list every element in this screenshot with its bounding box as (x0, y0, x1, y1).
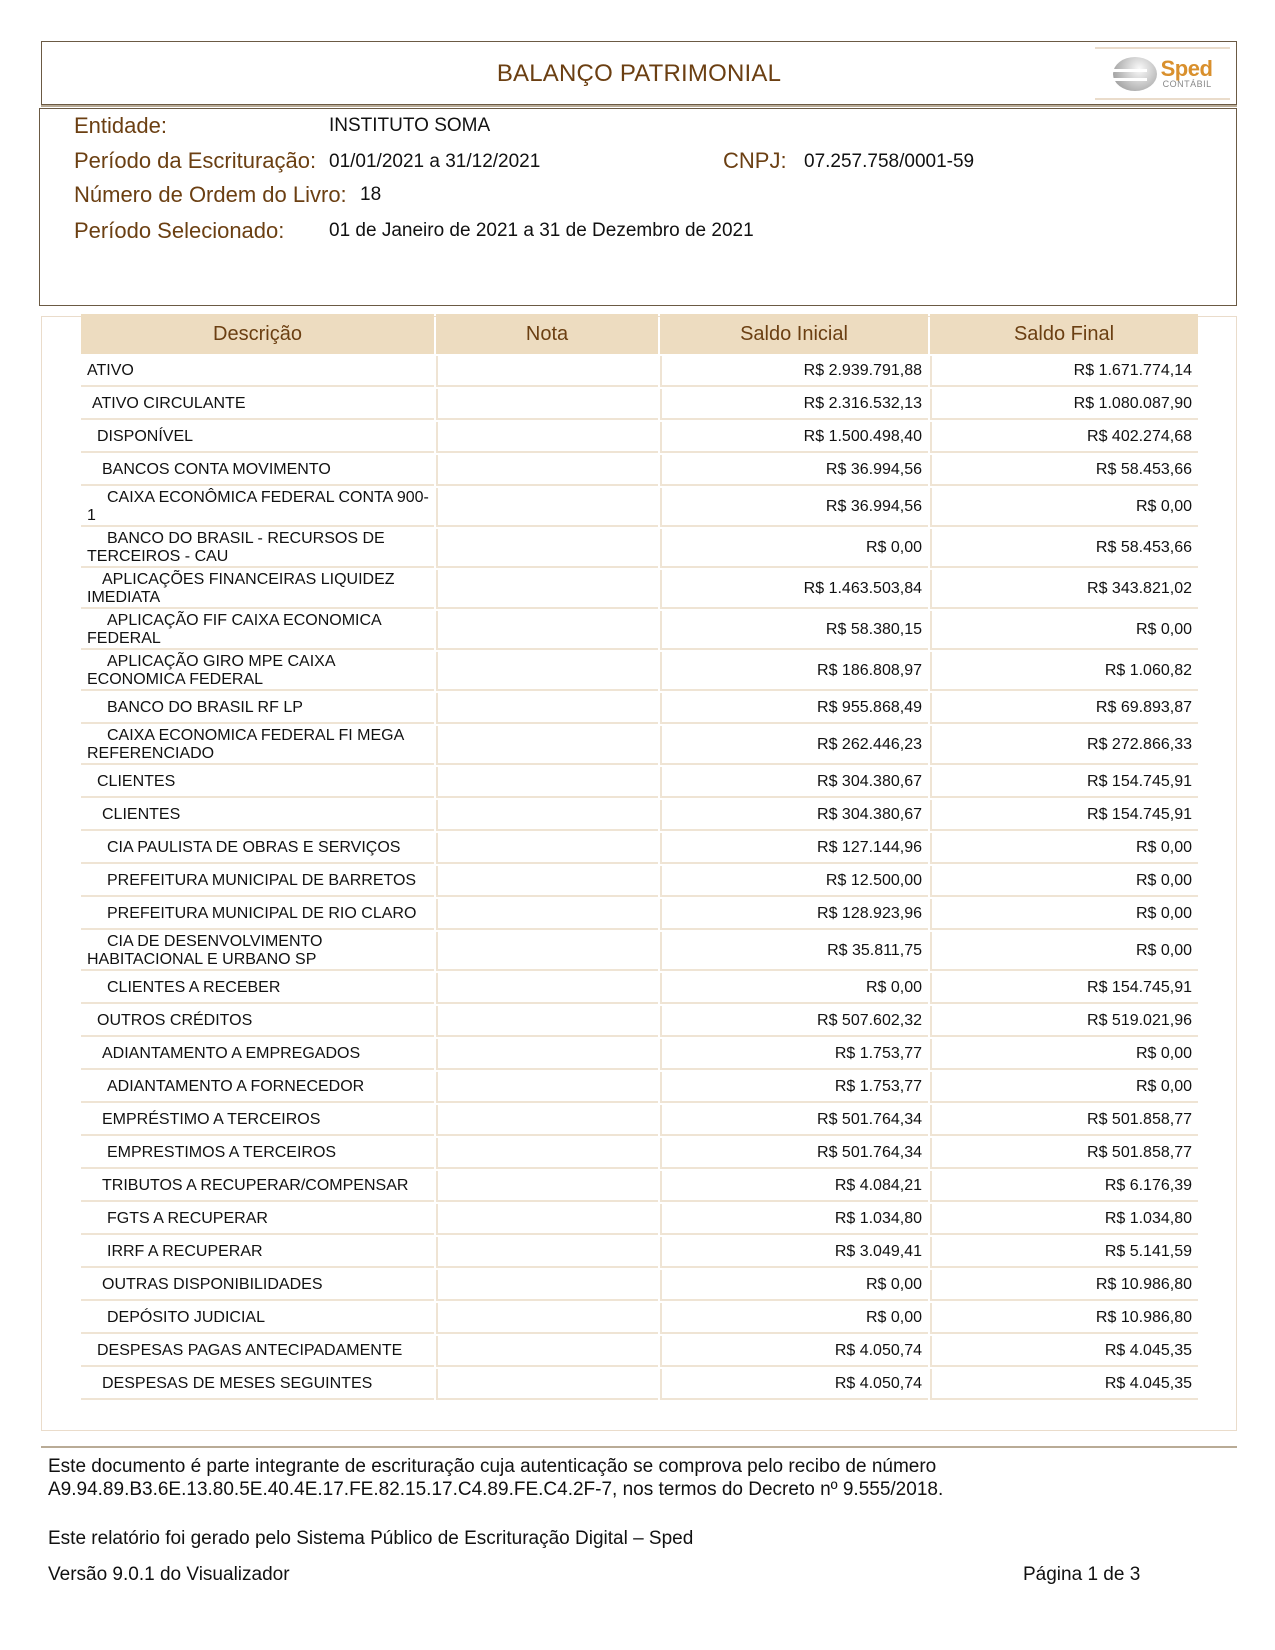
saldo-inicial-value: R$ 128.923,96 (660, 899, 928, 930)
account-description: CIA PAULISTA DE OBRAS E SERVIÇOS (81, 833, 434, 864)
account-note (436, 1105, 658, 1136)
auth-notice-line2: A9.94.89.B3.6E.13.80.5E.40.4E.17.FE.82.15.17.C4.89.FE.C4.2F-7, nos termos do Decreto nº 9.555/2018. (48, 1479, 944, 1500)
account-description: DESPESAS PAGAS ANTECIPADAMENTE (81, 1336, 434, 1367)
column-header-nota: Nota (436, 314, 658, 354)
account-description: PREFEITURA MUNICIPAL DE RIO CLARO (81, 899, 434, 930)
account-note (436, 973, 658, 1004)
periodo-selecionado-label: Período Selecionado: (74, 218, 285, 243)
account-description: CAIXA ECONÔMICA FEDERAL CONTA 900-1 (81, 488, 434, 527)
saldo-inicial-value: R$ 12.500,00 (660, 866, 928, 897)
saldo-inicial-value: R$ 304.380,67 (660, 800, 928, 831)
account-description: DISPONÍVEL (81, 422, 434, 453)
saldo-final-value: R$ 519.021,96 (930, 1006, 1198, 1037)
account-description: EMPRESTIMOS A TERCEIROS (81, 1138, 434, 1169)
generated-by-note: Este relatório foi gerado pelo Sistema Público de Escrituração Digital – Sped (48, 1528, 694, 1549)
account-note (436, 899, 658, 930)
account-description: CAIXA ECONOMICA FEDERAL FI MEGA REFERENCIADO (81, 726, 434, 765)
account-note (436, 800, 658, 831)
table-row (81, 1171, 1198, 1202)
account-description: CLIENTES (81, 767, 434, 798)
table-row (81, 1138, 1198, 1169)
table-row (81, 1006, 1198, 1037)
table-row (81, 455, 1198, 486)
account-note (436, 611, 658, 650)
saldo-inicial-value: R$ 186.808,97 (660, 652, 928, 691)
report-header (41, 41, 1237, 105)
saldo-inicial-value: R$ 955.868,49 (660, 693, 928, 724)
account-description: BANCO DO BRASIL RF LP (81, 693, 434, 724)
table-row (81, 488, 1198, 527)
account-note (436, 1171, 658, 1202)
periodo-selecionado-value: 01 de Janeiro de 2021 a 31 de Dezembro de 2021 (329, 220, 754, 241)
account-note (436, 693, 658, 724)
saldo-final-value: R$ 0,00 (930, 488, 1198, 527)
saldo-inicial-value: R$ 58.380,15 (660, 611, 928, 650)
saldo-final-value: R$ 154.745,91 (930, 800, 1198, 831)
cnpj-value: 07.257.758/0001-59 (804, 151, 975, 172)
auth-notice-line1: Este documento é parte integrante de escrituração cuja autenticação se comprova pelo recibo de número (48, 1456, 937, 1477)
saldo-inicial-value: R$ 507.602,32 (660, 1006, 928, 1037)
saldo-final-value: R$ 154.745,91 (930, 973, 1198, 1004)
saldo-inicial-value: R$ 501.764,34 (660, 1105, 928, 1136)
account-description: ADIANTAMENTO A EMPREGADOS (81, 1039, 434, 1070)
saldo-inicial-value: R$ 2.316.532,13 (660, 389, 928, 420)
saldo-inicial-value: R$ 1.753,77 (660, 1072, 928, 1103)
account-description: APLICAÇÃO GIRO MPE CAIXA ECONOMICA FEDERAL (81, 652, 434, 691)
saldo-inicial-value: R$ 127.144,96 (660, 833, 928, 864)
account-note (436, 389, 658, 420)
account-note (436, 570, 658, 609)
account-note (436, 1072, 658, 1103)
saldo-inicial-value: R$ 501.764,34 (660, 1138, 928, 1169)
account-note (436, 932, 658, 971)
account-description: APLICAÇÕES FINANCEIRAS LIQUIDEZ IMEDIATA (81, 570, 434, 609)
saldo-inicial-value: R$ 0,00 (660, 1303, 928, 1334)
account-description: ATIVO CIRCULANTE (81, 389, 434, 420)
saldo-final-value: R$ 0,00 (930, 866, 1198, 897)
saldo-final-value: R$ 0,00 (930, 1039, 1198, 1070)
sped-globe-icon (1113, 57, 1157, 91)
saldo-final-value: R$ 0,00 (930, 611, 1198, 650)
account-description: OUTRAS DISPONIBILIDADES (81, 1270, 434, 1301)
account-description: PREFEITURA MUNICIPAL DE BARRETOS (81, 866, 434, 897)
logo-subtitle: CONTÁBIL (1162, 79, 1212, 89)
account-note (436, 726, 658, 765)
saldo-final-value: R$ 4.045,35 (930, 1336, 1198, 1367)
account-note (436, 1237, 658, 1268)
saldo-inicial-value: R$ 1.753,77 (660, 1039, 928, 1070)
account-description: OUTROS CRÉDITOS (81, 1006, 434, 1037)
entidade-value: INSTITUTO SOMA (329, 115, 491, 136)
saldo-inicial-value: R$ 0,00 (660, 529, 928, 568)
account-description: DEPÓSITO JUDICIAL (81, 1303, 434, 1334)
cnpj-label: CNPJ: (723, 148, 787, 173)
sped-logo (1095, 47, 1230, 100)
saldo-inicial-value: R$ 3.049,41 (660, 1237, 928, 1268)
saldo-final-value: R$ 1.671.774,14 (930, 356, 1198, 387)
saldo-inicial-value: R$ 262.446,23 (660, 726, 928, 765)
entity-info-panel (39, 108, 1237, 306)
account-description: BANCOS CONTA MOVIMENTO (81, 455, 434, 486)
saldo-final-value: R$ 0,00 (930, 833, 1198, 864)
account-description: CIA DE DESENVOLVIMENTO HABITACIONAL E URBANO SP (81, 932, 434, 971)
account-description: ADIANTAMENTO A FORNECEDOR (81, 1072, 434, 1103)
table-header-row (81, 314, 1198, 354)
saldo-final-value: R$ 10.986,80 (930, 1270, 1198, 1301)
table-row (81, 693, 1198, 724)
table-row (81, 1204, 1198, 1235)
saldo-inicial-value: R$ 36.994,56 (660, 488, 928, 527)
saldo-inicial-value: R$ 2.939.791,88 (660, 356, 928, 387)
saldo-final-value: R$ 272.866,33 (930, 726, 1198, 765)
account-note (436, 422, 658, 453)
column-header-saldo-final: Saldo Final (930, 314, 1198, 354)
account-note (436, 455, 658, 486)
account-note (436, 1039, 658, 1070)
saldo-final-value: R$ 6.176,39 (930, 1171, 1198, 1202)
saldo-final-value: R$ 10.986,80 (930, 1303, 1198, 1334)
saldo-final-value: R$ 0,00 (930, 1072, 1198, 1103)
report-title: BALANÇO PATRIMONIAL (496, 60, 782, 87)
account-description: CLIENTES (81, 800, 434, 831)
table-row (81, 767, 1198, 798)
table-row (81, 570, 1198, 609)
saldo-inicial-value: R$ 0,00 (660, 973, 928, 1004)
account-note (436, 356, 658, 387)
column-header-descricao: Descrição (81, 314, 434, 354)
table-row (81, 1369, 1198, 1400)
saldo-final-value: R$ 402.274,68 (930, 422, 1198, 453)
table-row (81, 652, 1198, 691)
column-header-saldo-inicial: Saldo Inicial (660, 314, 928, 354)
saldo-final-value: R$ 501.858,77 (930, 1138, 1198, 1169)
account-description: EMPRÉSTIMO A TERCEIROS (81, 1105, 434, 1136)
saldo-inicial-value: R$ 4.050,74 (660, 1369, 928, 1400)
saldo-inicial-value: R$ 35.811,75 (660, 932, 928, 971)
account-description: BANCO DO BRASIL - RECURSOS DE TERCEIROS - CAU (81, 529, 434, 568)
account-note (436, 1303, 658, 1334)
saldo-inicial-value: R$ 1.463.503,84 (660, 570, 928, 609)
account-description: APLICAÇÃO FIF CAIXA ECONOMICA FEDERAL (81, 611, 434, 650)
table-row (81, 800, 1198, 831)
saldo-final-value: R$ 501.858,77 (930, 1105, 1198, 1136)
saldo-final-value: R$ 58.453,66 (930, 529, 1198, 568)
saldo-final-value: R$ 5.141,59 (930, 1237, 1198, 1268)
saldo-final-value: R$ 343.821,02 (930, 570, 1198, 609)
account-note (436, 1006, 658, 1037)
account-note (436, 652, 658, 691)
saldo-inicial-value: R$ 0,00 (660, 1270, 928, 1301)
table-row (81, 726, 1198, 765)
table-row (81, 1039, 1198, 1070)
saldo-final-value: R$ 1.060,82 (930, 652, 1198, 691)
saldo-final-value: R$ 0,00 (930, 899, 1198, 930)
table-row (81, 1303, 1198, 1334)
entidade-label: Entidade: (74, 113, 167, 138)
page-indicator: Página 1 de 3 (1023, 1564, 1141, 1585)
table-row (81, 932, 1198, 971)
periodo-escrituracao-value: 01/01/2021 a 31/12/2021 (329, 151, 541, 172)
table-row (81, 1237, 1198, 1268)
saldo-inicial-value: R$ 1.500.498,40 (660, 422, 928, 453)
table-row (81, 611, 1198, 650)
account-note (436, 1270, 658, 1301)
account-note (436, 767, 658, 798)
saldo-final-value: R$ 58.453,66 (930, 455, 1198, 486)
saldo-inicial-value: R$ 4.084,21 (660, 1171, 928, 1202)
table-row (81, 422, 1198, 453)
account-note (436, 529, 658, 568)
account-note (436, 1138, 658, 1169)
saldo-inicial-value: R$ 36.994,56 (660, 455, 928, 486)
saldo-final-value: R$ 154.745,91 (930, 767, 1198, 798)
saldo-final-value: R$ 1.080.087,90 (930, 389, 1198, 420)
table-row (81, 866, 1198, 897)
account-description: IRRF A RECUPERAR (81, 1237, 434, 1268)
account-description: CLIENTES A RECEBER (81, 973, 434, 1004)
saldo-final-value: R$ 4.045,35 (930, 1369, 1198, 1400)
account-note (436, 488, 658, 527)
account-description: TRIBUTOS A RECUPERAR/COMPENSAR (81, 1171, 434, 1202)
table-row (81, 973, 1198, 1004)
table-row (81, 529, 1198, 568)
account-note (436, 1369, 658, 1400)
saldo-final-value: R$ 69.893,87 (930, 693, 1198, 724)
table-row (81, 1270, 1198, 1301)
account-description: ATIVO (81, 356, 434, 387)
saldo-final-value: R$ 0,00 (930, 932, 1198, 971)
saldo-inicial-value: R$ 4.050,74 (660, 1336, 928, 1367)
table-row (81, 833, 1198, 864)
footer-divider (41, 1446, 1237, 1448)
account-description: FGTS A RECUPERAR (81, 1204, 434, 1235)
account-note (436, 833, 658, 864)
logo-brand: Sped (1160, 56, 1213, 81)
numero-ordem-value: 18 (360, 184, 382, 205)
balance-sheet-table (79, 312, 1200, 1402)
account-note (436, 1336, 658, 1367)
saldo-inicial-value: R$ 304.380,67 (660, 767, 928, 798)
account-note (436, 1204, 658, 1235)
periodo-escrituracao-label: Período da Escrituração: (74, 148, 317, 173)
numero-ordem-label: Número de Ordem do Livro: (74, 182, 347, 207)
saldo-inicial-value: R$ 1.034,80 (660, 1204, 928, 1235)
account-note (436, 866, 658, 897)
saldo-final-value: R$ 1.034,80 (930, 1204, 1198, 1235)
table-row (81, 899, 1198, 930)
account-description: DESPESAS DE MESES SEGUINTES (81, 1369, 434, 1400)
table-row (81, 1072, 1198, 1103)
table-row (81, 356, 1198, 387)
table-row (81, 1336, 1198, 1367)
table-row (81, 1105, 1198, 1136)
viewer-version: Versão 9.0.1 do Visualizador (48, 1564, 290, 1585)
table-row (81, 389, 1198, 420)
